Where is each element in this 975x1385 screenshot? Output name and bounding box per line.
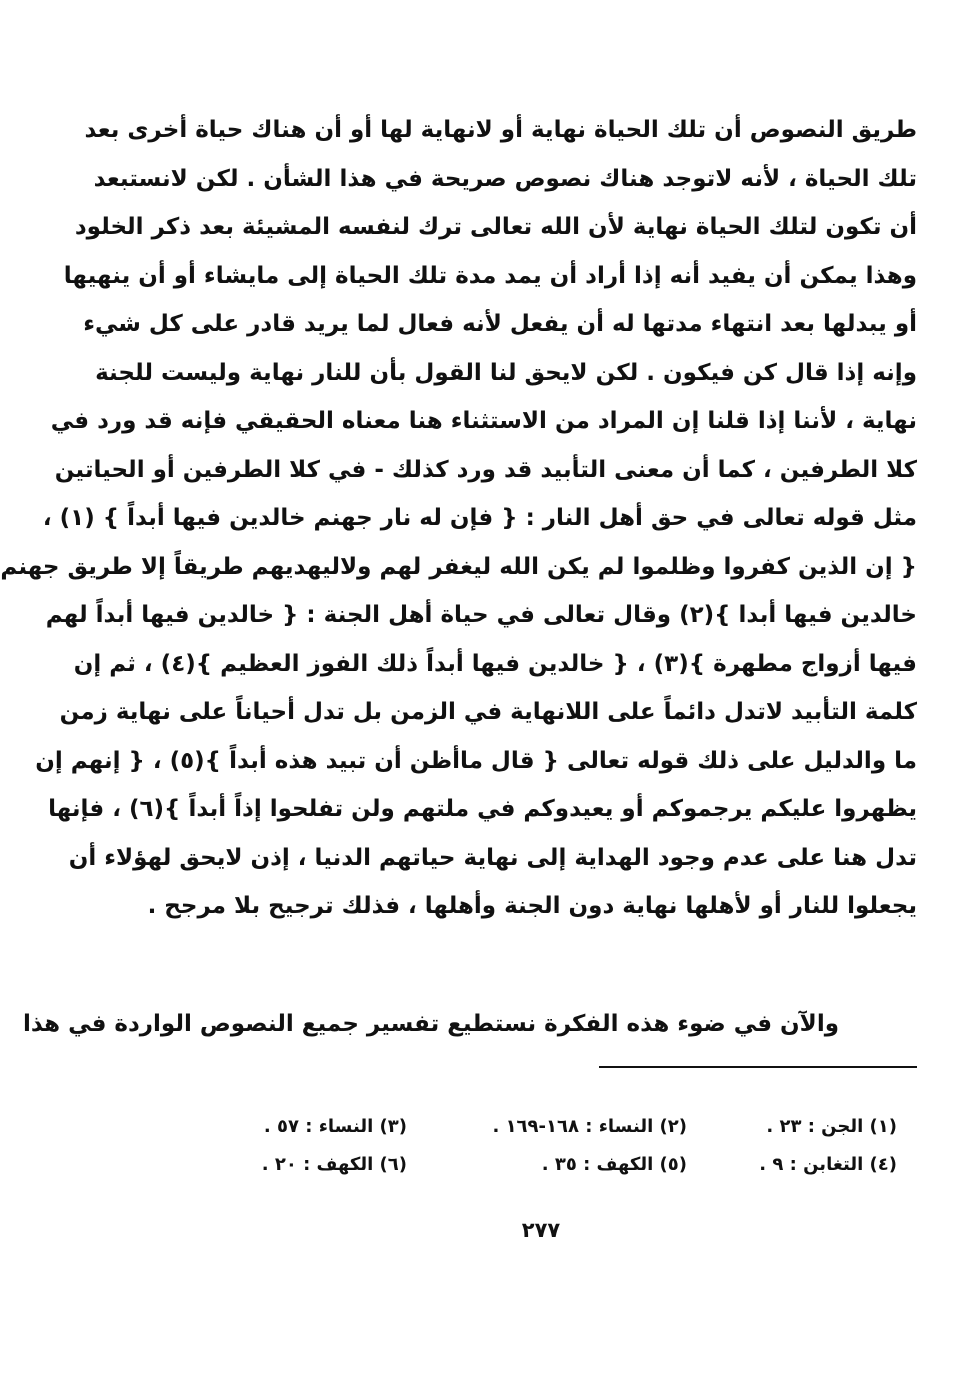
footnote-3: (٣) النساء : ٥٧ . [263,1116,407,1137]
text-line: تدل هنا على عدم وجود الهداية إلى نهاية حياتهم الدنيا ، إذن لايحق لهؤلاء أن [68,844,917,871]
footnote-2: (٢) النساء : ١٦٨-١٦٩ . [492,1116,687,1137]
text-line: أن تكون لتلك الحياة نهاية لأن الله تعالى ترك لنفسه المشيئة بعد ذكر الخلود [74,214,917,240]
footnote-4: (٤) التغابن : ٩ . [759,1154,897,1175]
text-line: ما والدليل على ذلك قوله تعالى { قال ماأظن أن تبيد هذه أبداً }(٥) ، { إنهم إن [35,747,917,774]
second-paragraph [22,1000,917,1049]
text-line: طريق النصوص أن تلك الحياة نهاية أو لانهاية لها أو أن هناك حياة أخرى بعد [84,117,917,143]
footnote-divider [599,1066,917,1068]
text-line: نهاية ، لأننا إذا قلنا إن المراد من الاستثناء هنا معناه الحقيقي فإنه قد ورد في [50,408,917,434]
text-line: وإنه إذا قال كن فيكون . لكن لايحق لنا القول بأن للنار نهاية وليست للجنة [95,359,917,386]
text-line: يظهروا عليكم يرجموكم أو يعيدوكم في ملتهم ولن تفلحوا إذاً أبداً }(٦) ، فإنها [48,796,917,822]
text-line: تلك الحياة ، لأنه لاتوجد هناك نصوص صريحة في هذا الشأن . لكن لانستبعد [93,165,917,192]
text-line: أو يبدلها بعد انتهاء مدتها له أن يفعل لأنه فعال لما يريد قادر على كل شيء [83,311,917,337]
main-paragraph [0,106,917,931]
text-line: { إن الذين كفروا وظلموا لم يكن الله ليغفر لهم ولاليهديهم طريقاً إلا طريق جهنم [0,553,917,580]
footnote-1: (١) الجن : ٢٣ . [766,1116,897,1137]
text-line: مثل قوله تعالى في حق أهل النار : { فإن له نار جهنم خالدين فيها أبداً } (١) ، [42,505,917,531]
text-line: وهذا يمكن أن يفيد أنه إذا أراد أن يمد مدة تلك الحياة إلى مايشاء أو أن ينهيها [63,262,917,289]
text-line: كلا الطرفين ، كما أن معنى التأبيد قد ورد كذلك - في كلا الطرفين أو الحياتين [54,456,917,483]
footnote-6: (٦) الكهف : ٢٠ . [261,1154,407,1175]
text-line: والآن في ضوء هذه الفكرة نستطيع تفسير جميع النصوص الواردة في هذا [22,1011,839,1037]
footnotes [257,1108,897,1184]
footnote-5: (٥) الكهف : ٣٥ . [541,1154,687,1175]
text-line: كلمة التأبيد لاتدل دائماً على اللانهاية في الزمن بل تدل أحياناً على نهاية زمن [59,699,917,725]
footnote-row [257,1108,897,1146]
text-line: يجعلوا للنار أو لأهلها نهاية دون الجنة وأهلها ، فذلك ترجيح بلا مرجح . [147,893,917,919]
text-line: خالدين فيها أبدا }(٢) وقال تعالى في حياة أهل الجنة : { خالدين فيها أبداً لهم [45,602,917,628]
page-number: ٢٧٧ [521,1218,561,1242]
footnote-row [257,1146,897,1184]
text-line: فيها أزواج مطهرة }(٣) ، { خالدين فيها أبداً ذلك الفوز العظيم }(٤) ، ثم إن [73,650,917,677]
